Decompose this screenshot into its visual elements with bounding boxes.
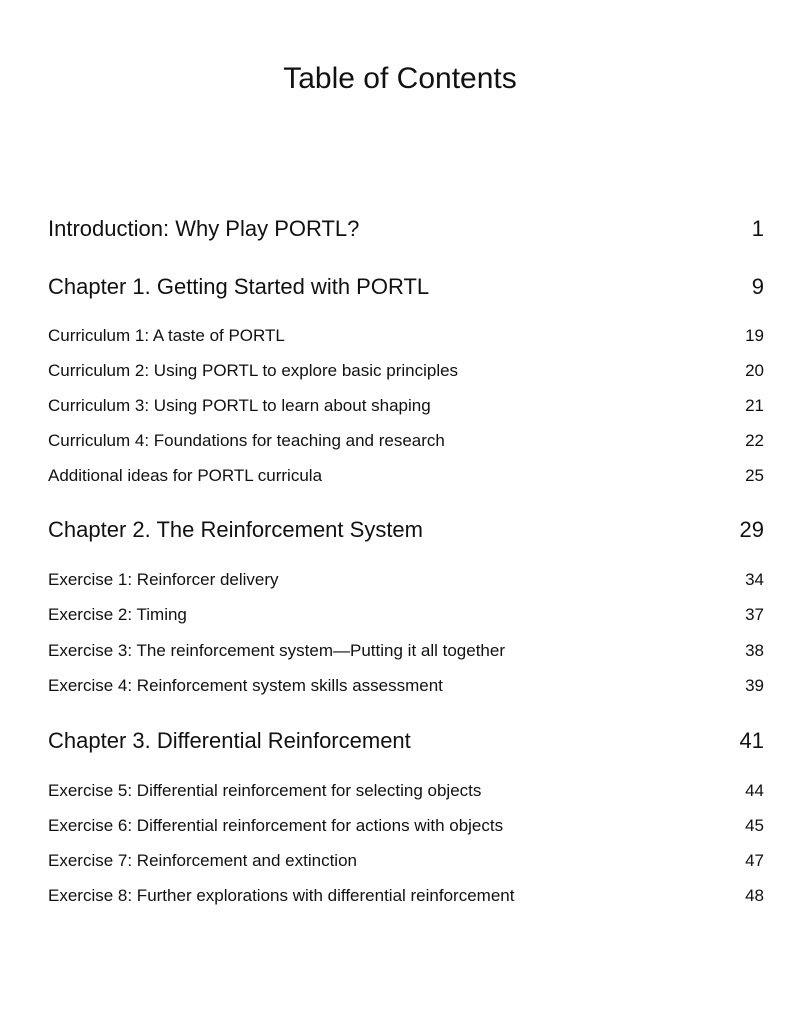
toc-entry-introduction[interactable] (48, 214, 764, 244)
entry-page: 37 (745, 605, 764, 624)
entry-page: 39 (745, 676, 764, 695)
toc-entry-chapter-3[interactable] (48, 726, 764, 756)
toc-entry[interactable] (48, 568, 764, 592)
entry-page: 19 (745, 326, 764, 345)
page-title: Table of Contents (283, 62, 517, 95)
entry-label: Exercise 4: Reinforcement system skills assessment (48, 676, 443, 695)
toc-entry[interactable] (48, 394, 764, 418)
toc-entry-chapter-1[interactable] (48, 272, 764, 302)
entry-label: Additional ideas for PORTL curricula (48, 466, 323, 485)
toc-entry[interactable] (48, 674, 764, 698)
entry-label: Curriculum 1: A taste of PORTL (48, 326, 285, 345)
entry-page: 45 (745, 816, 764, 835)
entry-label: Exercise 2: Timing (48, 605, 187, 624)
entry-label: Exercise 6: Differential reinforcement for actions with objects (48, 816, 504, 835)
entry-label: Introduction: Why Play PORTL? (48, 216, 360, 241)
toc-entry[interactable] (48, 359, 764, 383)
entry-page: 20 (745, 361, 764, 380)
entry-page: 9 (751, 274, 764, 299)
entry-label: Curriculum 3: Using PORTL to learn about shaping (48, 396, 431, 415)
toc-entry[interactable] (48, 464, 764, 488)
entry-page: 22 (745, 431, 764, 450)
toc-entry[interactable] (48, 324, 764, 348)
toc-entry-chapter-2[interactable] (48, 515, 764, 545)
entry-label: Curriculum 4: Foundations for teaching and research (48, 431, 445, 450)
entry-page: 21 (745, 396, 764, 415)
entry-page: 44 (745, 781, 764, 800)
entry-label: Curriculum 2: Using PORTL to explore basic principles (48, 361, 459, 380)
entry-page: 1 (751, 216, 764, 241)
toc-entry[interactable] (48, 603, 764, 627)
toc-entry[interactable] (48, 779, 764, 803)
entry-page: 34 (745, 570, 764, 589)
toc-entry[interactable] (48, 849, 764, 873)
entry-page: 41 (739, 728, 764, 753)
entry-label: Exercise 1: Reinforcer delivery (48, 570, 279, 589)
toc-entry[interactable] (48, 884, 764, 908)
entry-page: 38 (745, 641, 764, 660)
entry-label: Exercise 5: Differential reinforcement for selecting objects (48, 781, 482, 800)
entry-label: Exercise 3: The reinforcement system—Putting it all together (48, 641, 505, 660)
entry-page: 47 (745, 851, 764, 870)
entry-label: Exercise 8: Further explorations with differential reinforcement (48, 886, 515, 905)
entry-page: 48 (745, 886, 764, 905)
entry-page: 29 (739, 517, 764, 542)
entry-label: Chapter 3. Differential Reinforcement (48, 728, 411, 753)
entry-label: Exercise 7: Reinforcement and extinction (48, 851, 357, 870)
toc-entry[interactable] (48, 429, 764, 453)
toc-entry[interactable] (48, 639, 764, 663)
entry-label: Chapter 2. The Reinforcement System (48, 517, 423, 542)
entry-label: Chapter 1. Getting Started with PORTL (48, 274, 430, 299)
entry-page: 25 (745, 466, 764, 485)
toc-entry[interactable] (48, 814, 764, 838)
